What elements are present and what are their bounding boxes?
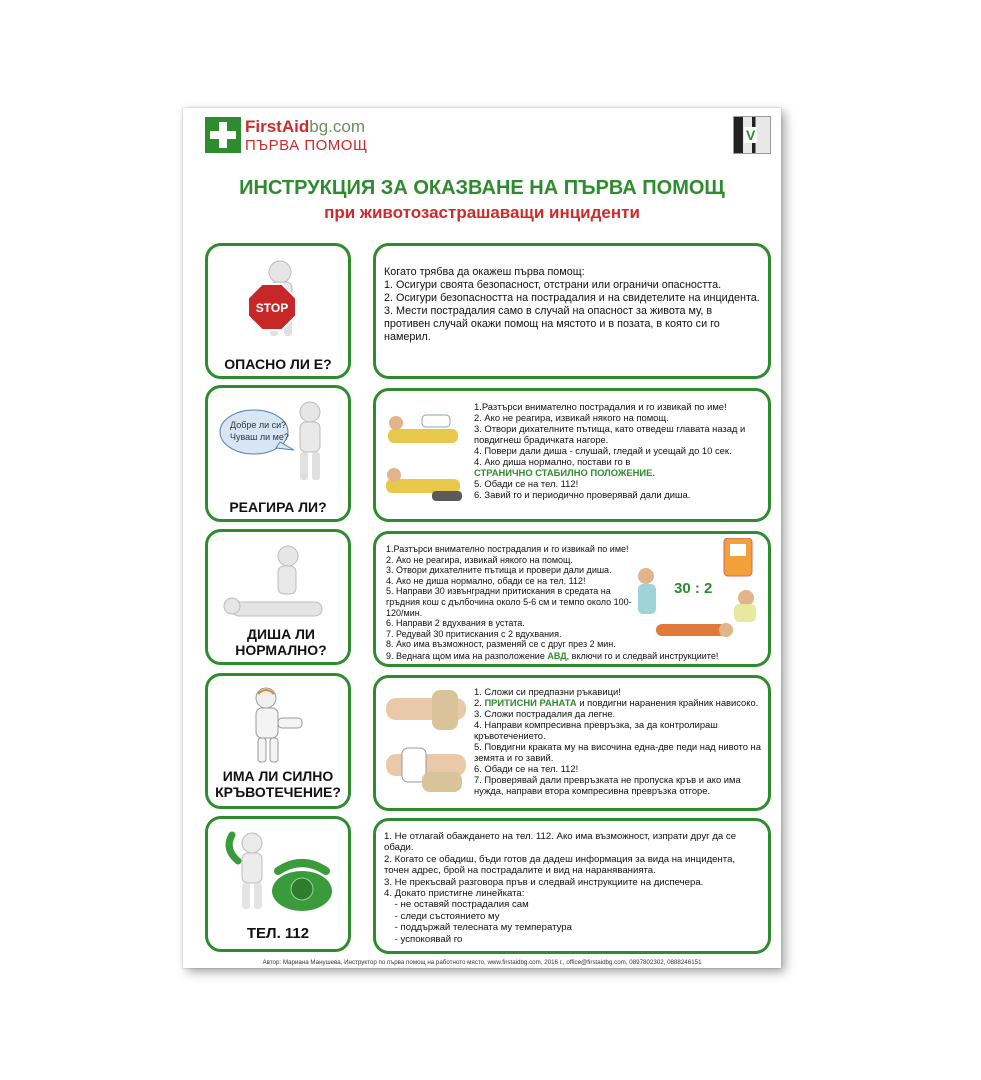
compression-ratio: 30 : 2 [674, 580, 713, 597]
section-responsive-text-card [373, 388, 771, 522]
poster-footer: Автор: Мариана Манушева, Инструктор по първа помощ на работното място, www.firstaidbg.com, 2016 г., office@firstaidbg.com, 0897802302, 0888246151 [262, 959, 702, 966]
text-line: 4. Направи компресивна превръзка, за да контролираш кръвотечението. [474, 719, 721, 741]
telephone-figure-icon [218, 827, 338, 917]
logo-tagline: ПЪРВА ПОМОЩ [245, 137, 368, 154]
aed-highlight: АВД [547, 651, 567, 661]
section-responsive-card [205, 385, 351, 522]
section-breathing-card [205, 529, 351, 665]
text-line: 2. Когато се обадиш, бъди готов да дадеш информация за вида на инцидента, точен адрес, брой на пострадалите и вид на нараняванията. [384, 853, 738, 877]
text-line: 2. Ако не реагира, извикай някого на помощ. [386, 554, 573, 565]
bandage-hands-icon [382, 688, 472, 800]
text-line: 9. Веднага щом има на разположение [386, 651, 545, 661]
text-line: 1.Разтърси внимателно пострадалия и го извикай по име! [386, 544, 629, 554]
section-breathing-label: ДИША ЛИ НОРМАЛНО? [235, 626, 327, 658]
bleeding-figure-icon [218, 684, 338, 774]
section-phone-text-card [373, 818, 771, 954]
text-line: и повдигни наранения крайник нависоко. [579, 697, 759, 708]
section-danger-label: ОПАСНО ЛИ Е? [224, 356, 332, 372]
text-line: 4. Ако диша нормално, постави го в [474, 456, 631, 467]
poster-subtitle: при животозастрашаващи инциденти [324, 203, 640, 222]
text-line: 3. Отвори дихателните пътища и провери дали диша. [386, 565, 612, 576]
text-line: - успокоявай го [384, 933, 463, 945]
logo-brand-domain: bg.com [309, 117, 365, 136]
text-line: 4. Ако не диша нормално, обади се на тел. 112! [386, 575, 586, 586]
text-line: 2. Ако не реагира, извикай някого на помощ. [474, 412, 669, 423]
recovery-position-highlight: СТРАНИЧНО СТАБИЛНО ПОЛОЖЕНИЕ. [474, 467, 656, 478]
cpr-figure-icon [218, 540, 338, 630]
press-wound-highlight: ПРИТИСНИ РАНАТА [484, 697, 577, 708]
text-line: , включи го и следвай инструкциите! [566, 651, 719, 661]
text-line: Когато трябва да окажеш първа помощ: [384, 266, 585, 278]
firstaid-logo [205, 117, 395, 159]
section-bleeding-label: ИМА ЛИ СИЛНО КРЪВОТЕЧЕНИЕ? [215, 768, 341, 800]
text-line: 8. Ако имa възможност, разменяй се с друг през 2 мин. [386, 639, 616, 650]
stop-sign-text: STOP [255, 301, 289, 315]
text-line: 5. Обади се на тел. 112! [474, 478, 579, 489]
text-line: 2. Осигури безопасността на пострадалия и на свидетелите на инцидента. [384, 292, 760, 304]
text-line: 3. Отвори дихателните пътища, като отведеш главата назад и повдигнеш брадичката нагоре. [474, 423, 748, 445]
text-line: 5. Направи 30 извънградни притискания в средата на гръдния кош с дълбочина около 5-6 см и темпо около 100-120/мин. [386, 586, 632, 618]
section-danger-text-card [373, 243, 771, 379]
text-line: 1.Разтърси внимателно пострадалия и го извикай по име! [474, 401, 727, 412]
text-line: 3. Сложи пострадалия да легне. [474, 708, 616, 719]
text-line: 1. Не отлагай обаждането на тел. 112. Ако има възможност, изпрати друг да се обади. [384, 831, 739, 854]
text-line: 4. Докато пристигне линейката: [384, 888, 525, 900]
recovery-position-icon [382, 405, 470, 511]
stop-sign-figure-icon [218, 254, 338, 344]
text-line: 3. Мести пострадалия само в случай на опасност за живота му, в противен случай окажи помощ на мястото и в позата, в която си го намерил. [384, 305, 723, 343]
text-line: 6. Завий го и периодично проверявай дали диша. [474, 489, 691, 500]
text-line: 2. [474, 697, 482, 708]
poster [183, 108, 781, 968]
qr-code-icon: V [733, 116, 771, 154]
text-line: - поддържай телесната му температура [384, 922, 572, 934]
section-phone-card [205, 816, 351, 952]
section-breathing-text-card [373, 531, 771, 667]
section-bleeding-text-card [373, 675, 771, 811]
text-line: 7. Проверявай дали превръзката не пропуска кръв и ако има нужда, направи втора компресивна превръзка отгоре. [474, 774, 744, 796]
cpr-rescuers-icon [626, 538, 768, 648]
speech-bubble-text: Добре ли си? Чуваш ли ме? [230, 420, 289, 442]
text-line: 3. Не прекъсвай разговора пръв и следвай инструкциите на диспечера. [384, 876, 704, 888]
text-line: 4. Повери дали диша - слушай, гледай и усещай до 10 сек. [474, 445, 732, 456]
text-line: - не оставяй пострадалия сам [384, 899, 529, 911]
section-responsive-label: РЕАГИРА ЛИ? [229, 499, 327, 515]
section-danger-card [205, 243, 351, 379]
poster-title: ИНСТРУКЦИЯ ЗА ОКАЗВАНЕ НА ПЪРВА ПОМОЩ [239, 177, 725, 199]
text-line: 6. Обади се на тел. 112! [474, 763, 579, 774]
text-line: 6. Направи 2 вдухвания в устата. [386, 618, 525, 629]
text-line: 1. Сложи си предпазни ръкавици! [474, 686, 621, 697]
text-line: - следи състоянието му [384, 910, 500, 922]
section-phone-label: ТЕЛ. 112 [246, 925, 310, 942]
text-line: 7. Редувай 30 притискания с 2 вдухвания. [386, 628, 562, 639]
text-line: 1. Осигури своята безопасност, отстрани или ограничи опасността. [384, 279, 722, 291]
text-line: 5. Повдигни краката му на височина една-две педи над нивото на земята и го завий. [474, 741, 764, 763]
section-bleeding-card [205, 673, 351, 809]
logo-brand-first: FirstAid [245, 117, 310, 136]
first-aid-cross-icon [205, 117, 241, 153]
